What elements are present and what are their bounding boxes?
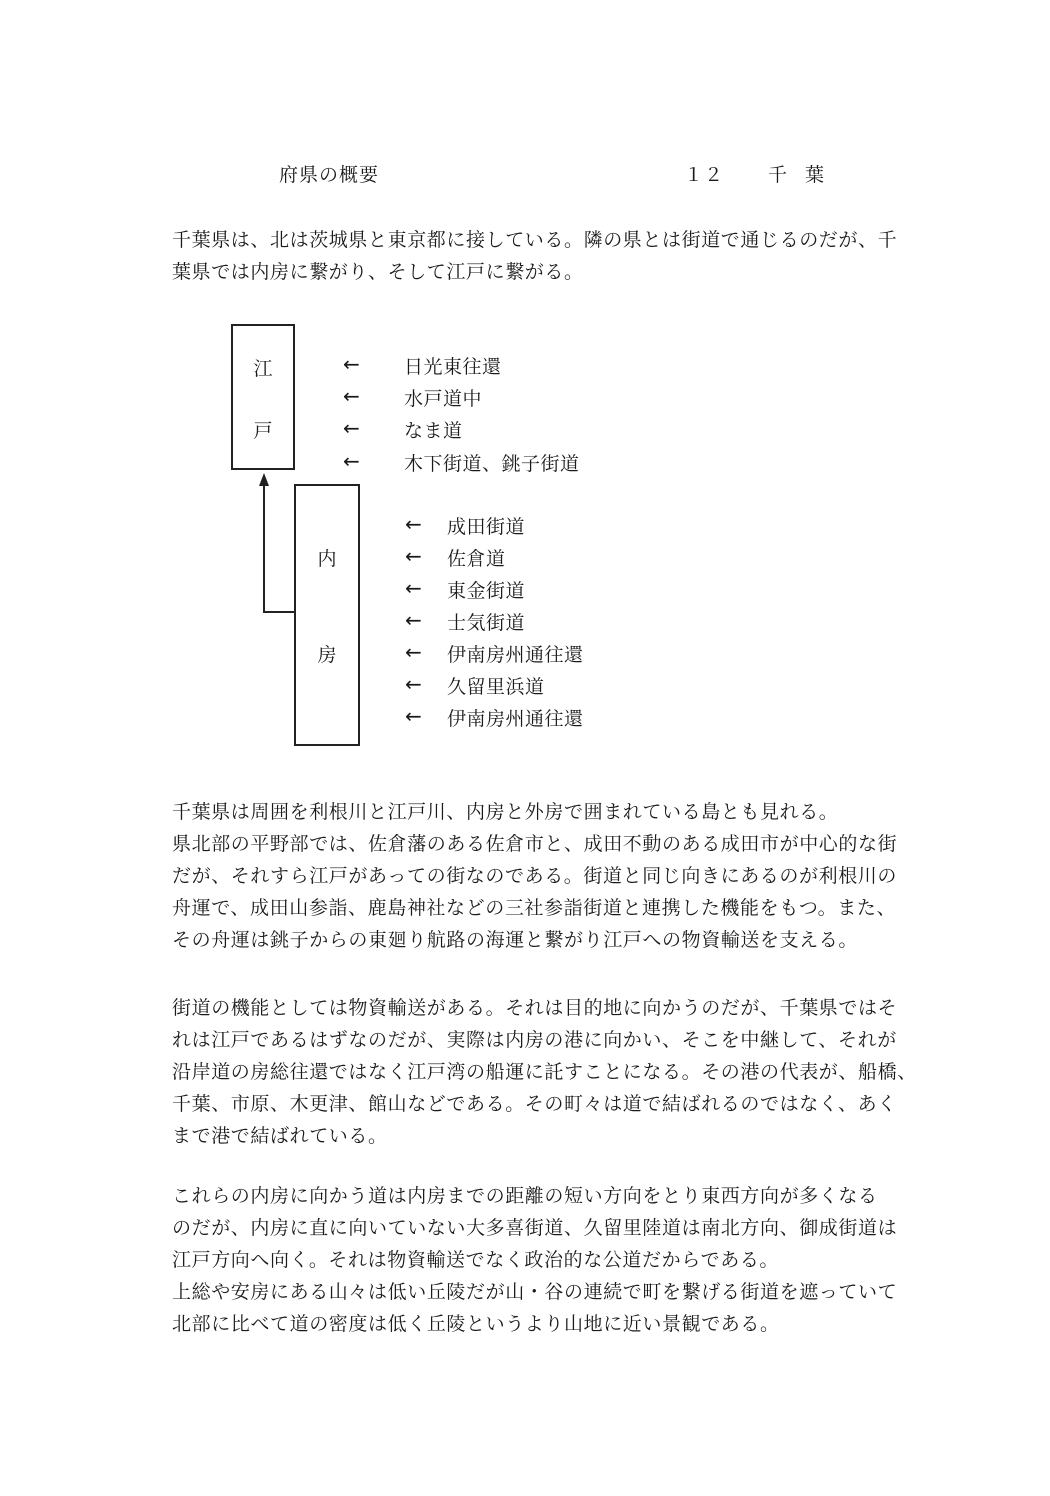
uchibo-box bbox=[294, 484, 360, 746]
route-label: 佐倉道 bbox=[447, 548, 506, 570]
text-line: 街道の機能としては物資輸送がある。それは目的地に向かうのだが、千葉県ではそ bbox=[172, 997, 898, 1019]
text-line: 県北部の平野部では、佐倉藩のある佐倉市と、成田不動のある成田市が中心的な街 bbox=[172, 833, 898, 855]
section-title: 府県の概要 bbox=[279, 164, 380, 186]
text-line: まで港で結ばれている。 bbox=[172, 1125, 388, 1147]
box-label-char: 戸 bbox=[253, 420, 273, 442]
left-arrow-icon: ← bbox=[343, 416, 360, 440]
text-line: のだが、内房に直に向いていない大多喜街道、久留里陸道は南北方向、御成街道は bbox=[172, 1217, 898, 1239]
route-label: 東金街道 bbox=[447, 580, 526, 602]
left-arrow-icon: ← bbox=[405, 704, 422, 728]
text-line: 千葉、市原、木更津、館山などである。その町々は道で結ばれるのではなく、あく bbox=[172, 1093, 897, 1115]
intro-paragraph bbox=[172, 224, 952, 288]
text-line: これらの内房に向かう道は内房までの距離の短い方向をとり東西方向が多くなる bbox=[172, 1185, 878, 1207]
route-label: 水戸道中 bbox=[404, 388, 483, 410]
route-label: 久留里浜道 bbox=[447, 676, 545, 698]
text-line: その舟運は銚子からの東廻り航路の海運と繋がり江戸への物資輸送を支える。 bbox=[172, 929, 859, 951]
left-arrow-icon: ← bbox=[343, 384, 360, 408]
route-label: 伊南房州通往還 bbox=[447, 708, 584, 730]
left-arrow-icon: ← bbox=[405, 544, 422, 568]
route-label: 木下街道、銚子街道 bbox=[404, 453, 580, 475]
text-line: 北部に比べて道の密度は低く丘陵というより山地に近い景観である。 bbox=[172, 1313, 780, 1335]
text-line: だが、それすら江戸があっての街なのである。街道と同じ向きにあるのが利根川の bbox=[172, 865, 898, 887]
text-line: れは江戸であるはずなのだが、実際は内房の港に向かい、そこを中継して、それが bbox=[172, 1029, 897, 1051]
left-arrow-icon: ← bbox=[405, 672, 422, 696]
section-number: １２ bbox=[684, 164, 725, 186]
paragraph-road-direction bbox=[172, 1180, 952, 1340]
text-line: 葉県では内房に繋がり、そして江戸に繋がる。 bbox=[172, 261, 584, 283]
left-arrow-icon: ← bbox=[405, 608, 422, 632]
route-label: 士気街道 bbox=[447, 612, 526, 634]
page-heading bbox=[684, 160, 842, 187]
paragraph-road-function bbox=[172, 992, 952, 1152]
text-line: 千葉県は、北は茨城県と東京都に接している。隣の県とは街道で通じるのだが、千 bbox=[172, 229, 898, 251]
route-label: 日光東往還 bbox=[404, 356, 502, 378]
text-line: 江戸方向へ向く。それは物資輸送でなく政治的な公道だからである。 bbox=[172, 1249, 780, 1271]
left-arrow-icon: ← bbox=[405, 576, 422, 600]
text-line: 上総や安房にある山々は低い丘陵だが山・谷の連続で町を繋げる街道を遮っていて bbox=[172, 1281, 898, 1303]
paragraph-geography bbox=[172, 796, 952, 956]
left-arrow-icon: ← bbox=[405, 640, 422, 664]
route-label: 伊南房州通往還 bbox=[447, 644, 584, 666]
text-line: 千葉県は周囲を利根川と江戸川、内房と外房で囲まれている島とも見れる。 bbox=[172, 801, 839, 823]
edo-box bbox=[231, 324, 295, 470]
left-arrow-icon: ← bbox=[405, 512, 422, 536]
box-label-char: 内 bbox=[317, 548, 337, 570]
prefecture-name: 千葉 bbox=[768, 164, 843, 186]
box-label-char: 江 bbox=[253, 358, 273, 380]
route-label: なま道 bbox=[404, 420, 463, 442]
left-arrow-icon: ← bbox=[343, 352, 360, 376]
text-line: 舟運で、成田山参詣、鹿島神社などの三社参詣街道と連携した機能をもつ。また、 bbox=[172, 897, 897, 919]
left-arrow-icon: ← bbox=[343, 449, 360, 473]
text-line: 沿岸道の房総往還ではなく江戸湾の船運に託すことになる。その港の代表が、船橋、 bbox=[172, 1061, 917, 1083]
route-label: 成田街道 bbox=[447, 516, 526, 538]
box-label-char: 房 bbox=[317, 644, 337, 666]
